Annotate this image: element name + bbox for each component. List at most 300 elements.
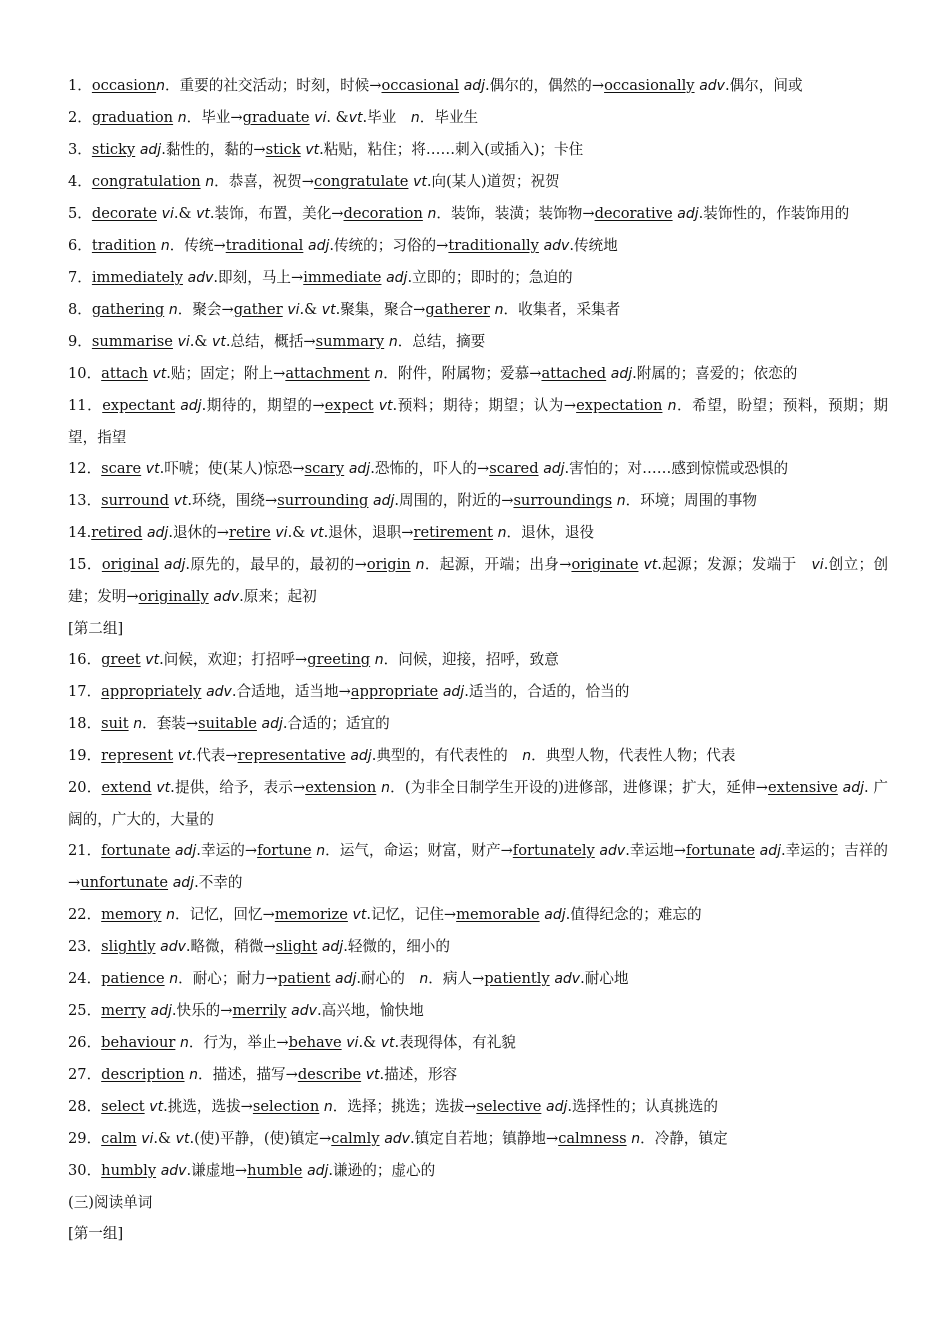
entry-text: ．传统→ [169,237,226,254]
vocab-word: merrily [232,1002,287,1019]
entry-text: 20． [68,779,102,796]
entry-text: ．重要的社交活动；时刻，时候→ [164,77,382,94]
entry-text: .幸运地→ [625,842,686,859]
vocab-word: behave [288,1034,342,1051]
part-of-speech: adv [543,238,570,254]
entry-text: .期待的，期望的→ [201,397,325,414]
vocab-word: fortune [257,842,312,859]
entry-text: ．环境；周围的事物 [625,492,757,509]
vocab-word: patiently [484,970,550,987]
entry-text: .附属的；喜爱的；依恋的 [632,365,798,382]
part-of-speech: adj [610,366,633,382]
part-of-speech: adj [307,238,330,254]
part-of-speech: vi [161,206,174,222]
part-of-speech: n [410,110,420,126]
part-of-speech: vi [346,1035,359,1051]
entry-text: ．套装→ [142,715,199,732]
part-of-speech: n [388,334,398,350]
part-of-speech: adj [350,748,372,764]
part-of-speech: vt [177,748,192,764]
part-of-speech: vt [196,206,210,222]
entry-text: .& [299,301,322,318]
vocab-entry [68,358,888,390]
vocab-word: unfortunate [80,874,169,891]
entry-text: (三)阅读单词 [68,1194,153,1211]
part-of-speech: n [189,1067,199,1083]
entry-text: 1． [68,77,92,94]
part-of-speech: adj [442,684,465,700]
entry-text: .黏性的，黏的→ [161,141,266,158]
entry-text: .轻微的，细小的 [343,938,450,955]
vocab-word: memorable [456,906,540,923]
vocab-word: extend [101,779,152,796]
vocab-word: congratulation [91,173,201,190]
entry-text: [第二组] [68,620,124,637]
entry-text: .害怕的；对……感到惊慌或恐惧的 [564,460,789,477]
entry-text: ．选择；挑选；选拔→ [332,1098,477,1115]
entry-text: ．毕业生 [419,109,479,126]
entry-text: .周围的，附近的→ [394,492,514,509]
vocab-word: traditional [225,237,304,254]
vocab-entry [68,485,888,517]
part-of-speech: adj [463,78,486,94]
entry-text: ．退休，退役 [506,524,595,541]
entry-text: 10． [68,365,102,382]
part-of-speech: n [419,971,429,987]
entry-text: .粘贴，粘住；将……刺入(或插入)；卡住 [319,141,584,158]
entry-text: ．描述，描写→ [198,1066,298,1083]
part-of-speech: adj [348,461,371,477]
entry-text: .创立；创建；发明→ [68,556,889,605]
part-of-speech: vt [212,334,226,350]
part-of-speech: adj [321,939,344,955]
vocab-word: scared [489,460,539,477]
entry-text: 6． [68,237,92,254]
part-of-speech: vt [321,302,336,318]
part-of-speech: adv [160,939,186,955]
entry-text: .高兴地，愉快地 [316,1002,424,1019]
vocab-word: immediate [303,269,382,286]
entry-text: .退休，退职→ [323,524,414,541]
entry-text: .幸运的；吉祥的→ [68,842,889,891]
part-of-speech: adj [146,525,169,541]
entry-text: ．装饰，装潢；装饰物→ [436,205,595,222]
vocab-entry [68,166,888,198]
vocab-word: decorate [91,205,158,222]
part-of-speech: adj [842,780,864,796]
vocab-word: graduate [242,109,310,126]
vocab-word: gathering [91,301,165,318]
part-of-speech: n [177,110,187,126]
entry-text: 21． [68,842,102,859]
vocab-word: originally [138,588,209,605]
part-of-speech: adv [187,270,214,286]
part-of-speech: vt [378,398,393,414]
part-of-speech: n [205,174,215,190]
vocab-word: slight [275,938,318,955]
entry-text: 30． [68,1162,102,1179]
entry-text: . & [326,109,349,126]
entry-text: 2． [68,109,92,126]
part-of-speech: n [616,493,626,509]
vocab-word: occasion [91,77,157,94]
entry-text: .& [153,1130,176,1147]
entry-text: ．记忆，回忆→ [175,906,275,923]
entry-text: 28． [68,1098,102,1115]
part-of-speech: vt [309,525,324,541]
entry-text: ．运气，命运；财富，财产→ [325,842,513,859]
entry-text: .环绕，围绕→ [187,492,278,509]
part-of-speech: n [316,843,326,859]
entry-text: .& [287,524,310,541]
vocab-word: fortunate [685,842,755,859]
vocab-word: retire [228,524,271,541]
entry-text: ．总结，摘要 [397,333,486,350]
vocab-entry [68,453,888,485]
entry-text: .& [358,1034,381,1051]
entry-text: .值得纪念的；难忘的 [565,906,702,923]
section-heading [68,1218,888,1249]
vocab-entry [68,70,888,102]
entry-text: .略微，稍微→ [185,938,276,955]
entry-text: .退休的→ [168,524,229,541]
vocab-entry [68,772,888,835]
entry-text: 9． [68,333,92,350]
entry-text: 5． [68,205,92,222]
entry-text: 25． [68,1002,102,1019]
part-of-speech: vi [811,557,824,573]
vocab-entry [68,326,888,358]
entry-text: 15． [68,556,102,573]
entry-text: 29． [68,1130,102,1147]
entry-text: 3． [68,141,92,158]
entry-text: ．毕业→ [186,109,243,126]
entry-text: 22． [68,906,102,923]
part-of-speech: adj [544,907,566,923]
vocab-word: attach [101,365,148,382]
part-of-speech: adv [699,78,725,94]
vocab-word: tradition [91,237,157,254]
entry-text: .描述，形容 [379,1066,458,1083]
part-of-speech: n [168,302,178,318]
entry-text: .幸运的→ [196,842,258,859]
entry-text: 11． [68,397,103,414]
part-of-speech: adj [307,1163,329,1179]
vocab-entry [68,963,888,995]
part-of-speech: vt [352,907,367,923]
vocab-entry [68,931,888,963]
vocab-entry [68,644,888,676]
vocab-word: appropriately [101,683,202,700]
entry-text: 19． [68,747,102,764]
part-of-speech: adj [677,206,699,222]
part-of-speech: adj [373,493,395,509]
entry-text: 17． [68,683,102,700]
entry-text: ．恭喜，祝贺→ [214,173,314,190]
vocab-word: scare [101,460,142,477]
vocab-word: representative [237,747,346,764]
entry-text: ．病人→ [428,970,485,987]
entry-text: 12． [68,460,102,477]
entry-text: .吓唬；使(某人)惊恐→ [159,460,305,477]
vocab-word: occasionally [604,77,695,94]
part-of-speech: adj [335,971,357,987]
vocab-word: surroundings [513,492,613,509]
vocab-word: expect [324,397,374,414]
vocab-entry [68,230,888,262]
part-of-speech: adj [759,843,782,859]
entry-text: .典型的，有代表性的 [371,747,523,764]
vocab-word: extensive [768,779,838,796]
entry-text: .& [189,333,213,350]
entry-text: ．耐心；耐力→ [178,970,278,987]
entry-text: .合适地，适当地→ [231,683,351,700]
vocab-word: traditionally [448,237,539,254]
part-of-speech: adj [164,557,186,573]
vocab-word: surrounding [277,492,369,509]
part-of-speech: vi [314,110,327,126]
vocab-entry [68,1059,888,1091]
part-of-speech: vt [145,461,160,477]
entry-text: 24． [68,970,102,987]
entry-text: .总结，概括→ [225,333,316,350]
part-of-speech: vt [149,1099,164,1115]
entry-text: 13． [68,492,102,509]
part-of-speech: n [631,1131,641,1147]
vocab-word: selection [252,1098,320,1115]
part-of-speech: adj [180,398,202,414]
entry-text: .耐心地 [580,970,629,987]
vocab-entry [68,835,888,899]
entry-text: .不幸的 [194,874,243,891]
entry-text: .表现得体，有礼貌 [394,1034,516,1051]
part-of-speech: n [374,652,384,668]
vocab-word: originate [571,556,639,573]
part-of-speech: n [415,557,425,573]
vocab-word: behaviour [101,1034,176,1051]
vocab-word: immediately [91,269,183,286]
part-of-speech: adj [543,461,565,477]
part-of-speech: vi [177,334,190,350]
entry-text: ．希望，盼望；预料，预期；期望，指望 [68,397,888,446]
part-of-speech: adj [261,716,283,732]
part-of-speech: vt [145,652,160,668]
part-of-speech: vt [413,174,427,190]
part-of-speech: adj [150,1003,172,1019]
vocab-word: appropriate [350,683,439,700]
entry-text: .起源；发源；发端于 [657,556,812,573]
vocab-word: represent [101,747,174,764]
part-of-speech: vt [152,366,167,382]
part-of-speech: vt [156,780,171,796]
entry-text: 27． [68,1066,102,1083]
entry-text: 18． [68,715,102,732]
vocab-word: origin [366,556,411,573]
entry-text: ．问候，迎接，招呼，致意 [383,651,559,668]
vocab-word: humble [247,1162,303,1179]
entry-text: .贴；固定；附上→ [166,365,286,382]
vocab-word: scary [304,460,345,477]
entry-text: .装饰，布置，美化→ [209,205,344,222]
vocab-word: describe [297,1066,362,1083]
vocab-entry [68,995,888,1027]
entry-text: .镇定自若地；镇静地→ [409,1130,559,1147]
vocab-word: select [101,1098,145,1115]
entry-text: ．(为非全日制学生开设的)进修部，进修课；扩大，延伸→ [389,779,769,796]
entry-text: 7． [68,269,92,286]
vocab-word: gatherer [425,301,490,318]
part-of-speech: vt [173,493,188,509]
part-of-speech: adj [172,875,195,891]
vocab-word: memorize [274,906,348,923]
entry-text: .恐怖的，吓人的→ [370,460,490,477]
vocab-word: retired [91,524,143,541]
entry-text: .挑选，选拔→ [163,1098,253,1115]
vocab-entry [68,262,888,294]
vocab-entry [68,198,888,230]
vocab-entry [68,549,888,613]
part-of-speech: n [179,1035,189,1051]
part-of-speech: adv [384,1131,410,1147]
entry-text: .记忆，记住→ [366,906,457,923]
vocab-word: memory [101,906,162,923]
part-of-speech: n [381,780,390,796]
entry-text: .立即的；即时的；急迫的 [407,269,573,286]
part-of-speech: adv [160,1163,187,1179]
vocab-entry [68,708,888,740]
vocab-entry [68,1091,888,1123]
part-of-speech: vi [141,1131,154,1147]
vocab-word: gather [233,301,283,318]
vocab-word: summary [315,333,385,350]
vocab-word: patience [101,970,165,987]
vocab-entry [68,1027,888,1059]
entry-text: .适当的，合适的，恰当的 [464,683,630,700]
entry-text: .合适的；适宜的 [282,715,390,732]
entry-text: .提供，给予，表示→ [170,779,306,796]
part-of-speech: n [156,78,165,94]
entry-text: ．冷静，镇定 [640,1130,728,1147]
part-of-speech: n [160,238,170,254]
vocab-word: attachment [285,365,370,382]
vocab-word: occasional [381,77,460,94]
entry-text: .选择性的；认真挑选的 [567,1098,718,1115]
vocab-word: calmly [331,1130,380,1147]
vocab-entry [68,1155,888,1187]
vocab-word: patient [277,970,331,987]
entry-text: .偶尔的，偶然的→ [485,77,605,94]
vocab-word: calmness [558,1130,627,1147]
entry-text: ．聚会→ [177,301,234,318]
vocab-word: graduation [91,109,174,126]
part-of-speech: vt [365,1067,380,1083]
vocab-word: stick [265,141,301,158]
entry-text: ．行为，举止→ [188,1034,289,1051]
vocab-entry [68,740,888,772]
entry-text: .谦虚地→ [186,1162,248,1179]
part-of-speech: adv [599,843,626,859]
part-of-speech: adv [213,589,240,605]
vocab-word: slightly [101,938,156,955]
part-of-speech: n [667,398,677,414]
vocab-entry [68,1123,888,1155]
entry-text: 16． [68,651,102,668]
entry-text: .& [173,205,197,222]
entry-text: .向(某人)道贺；祝贺 [426,173,560,190]
part-of-speech: vi [287,302,300,318]
vocab-word: original [101,556,160,573]
part-of-speech: adv [554,971,581,987]
part-of-speech: n [169,971,179,987]
part-of-speech: n [497,525,507,541]
entry-text: .原先的，最早的，最初的→ [185,556,367,573]
part-of-speech: adj [546,1099,568,1115]
entry-text: .问候，欢迎；打招呼→ [159,651,308,668]
part-of-speech: adj [386,270,408,286]
vocab-word: extension [305,779,377,796]
part-of-speech: vt [643,557,658,573]
vocab-word: suit [101,715,129,732]
entry-text: ．起源，开端；出身→ [424,556,572,573]
entry-text: .谦逊的；虚心的 [328,1162,436,1179]
entry-text: . 广阔的，广大的，大量的 [68,779,889,828]
entry-text: .(使)平静，(使)镇定→ [189,1130,332,1147]
vocab-word: decoration [343,205,423,222]
vocab-word: sticky [91,141,136,158]
vocab-word: greet [101,651,141,668]
entry-text: ．附件，附属物；爱慕→ [383,365,542,382]
vocab-word: fortunately [512,842,595,859]
vocab-word: merry [101,1002,146,1019]
vocab-word: summarise [91,333,173,350]
part-of-speech: vt [305,142,320,158]
vocab-word: selective [476,1098,542,1115]
entry-text: .传统的；习俗的→ [329,237,449,254]
vocab-word: expectation [576,397,663,414]
part-of-speech: n [374,366,384,382]
vocab-word: congratulate [313,173,409,190]
part-of-speech: vt [380,1035,395,1051]
entry-text: .聚集，聚合→ [335,301,426,318]
entry-text: 8． [68,301,92,318]
vocab-entry [68,102,888,134]
part-of-speech: n [323,1099,333,1115]
part-of-speech: n [522,748,532,764]
vocab-word: humbly [101,1162,157,1179]
section-heading [68,613,888,644]
entry-text: ．典型人物，代表性人物；代表 [531,747,736,764]
vocab-word: retirement [413,524,493,541]
vocab-word: greeting [307,651,371,668]
entry-text: ．收集者，采集者 [503,301,621,318]
vocab-entry [68,390,888,453]
vocab-word: surround [101,492,169,509]
entry-text: .装饰性的，作装饰用的 [698,205,850,222]
entry-text: 4． [68,173,92,190]
vocab-entry [68,294,888,326]
section-heading [68,1187,888,1218]
part-of-speech: vi [275,525,288,541]
part-of-speech: adj [174,843,197,859]
vocab-word: attached [541,365,607,382]
entry-text: 23． [68,938,102,955]
vocab-entry [68,899,888,931]
entry-text: .耐心的 [356,970,420,987]
part-of-speech: n [133,716,143,732]
entry-text: .传统地 [569,237,618,254]
entry-text: .原来；起初 [239,588,317,605]
part-of-speech: vt [348,110,363,126]
